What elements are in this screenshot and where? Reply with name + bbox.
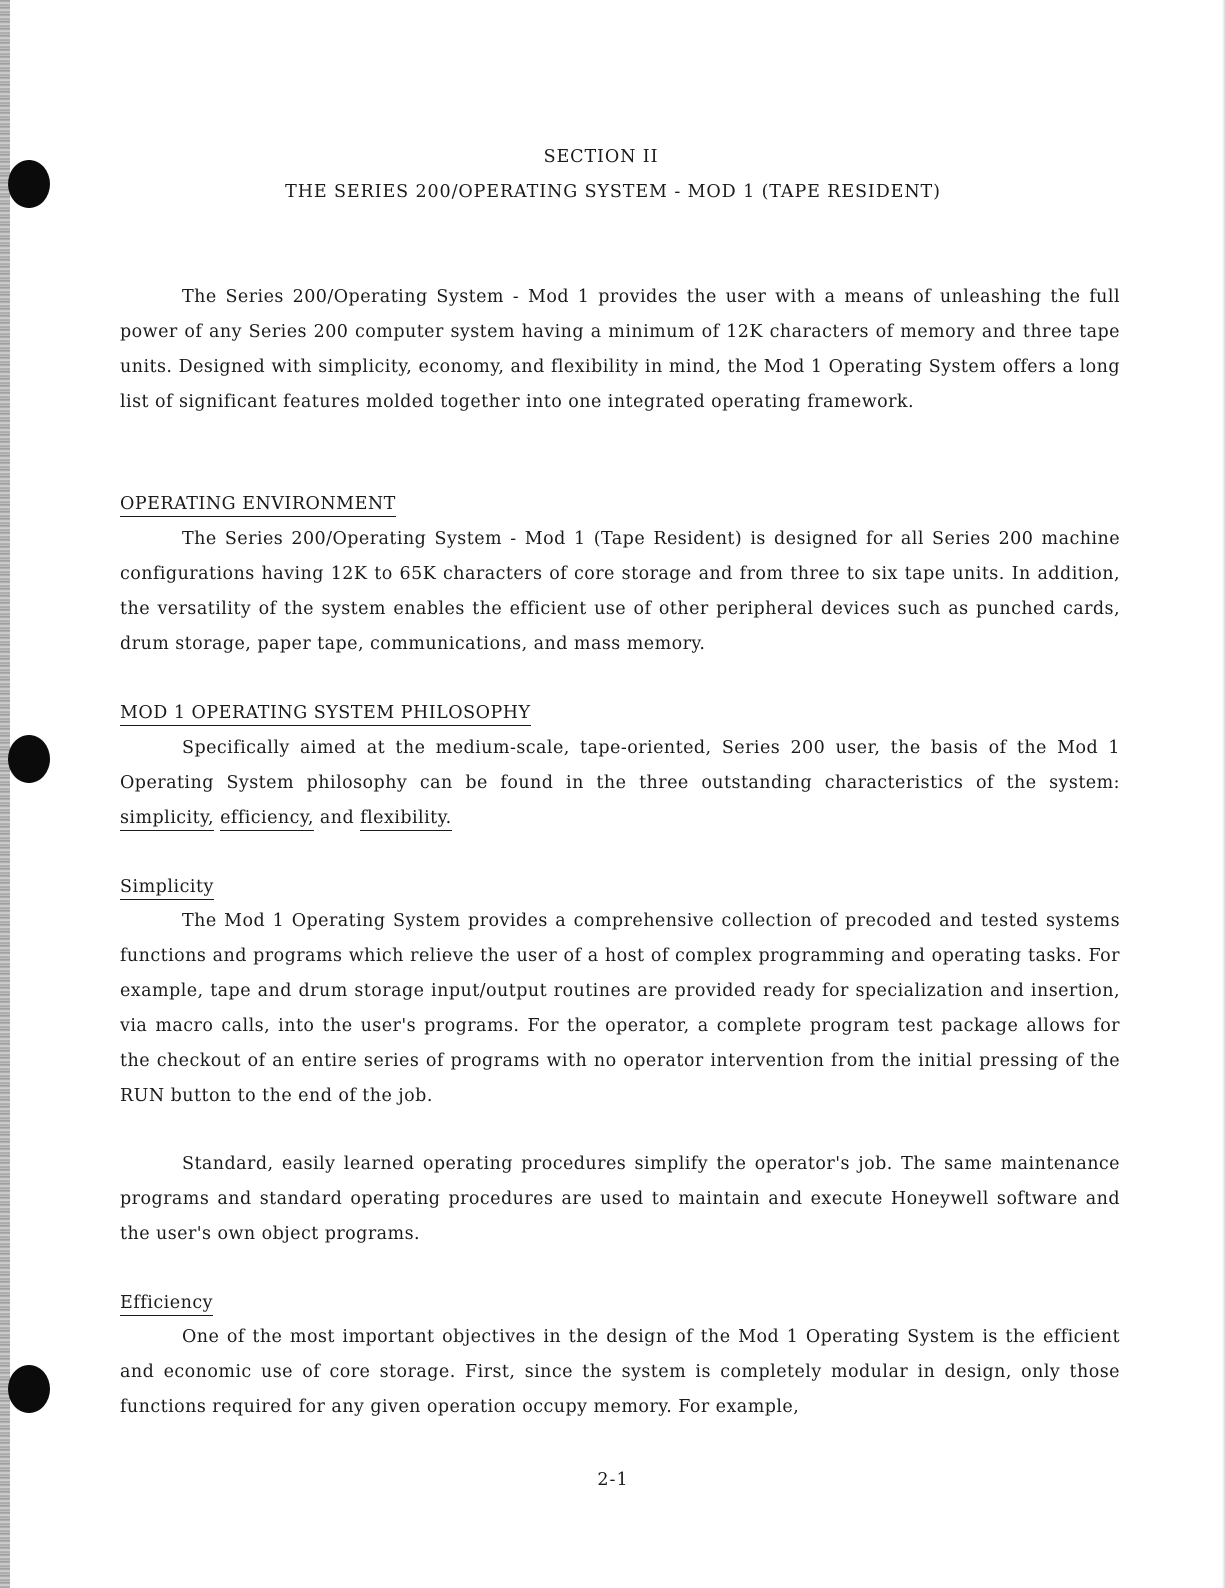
- punch-hole-middle: [8, 735, 50, 783]
- term-simplicity: simplicity,: [120, 808, 214, 831]
- page-number: 2-1: [597, 1470, 629, 1490]
- term-efficiency: efficiency,: [220, 808, 314, 831]
- scan-edge-right: [1222, 0, 1226, 1588]
- simplicity-paragraph-2: Standard, easily learned operating procedures simplify the operator's job. The same maintenance programs and standard operating procedures are used to maintain and execute Honeywell software and the user's own object programs.: [120, 1154, 1120, 1244]
- environment-heading: OPERATING ENVIRONMENT: [120, 494, 396, 517]
- scan-edge: [0, 0, 10, 1588]
- punch-hole-bottom: [8, 1365, 50, 1413]
- section-number: SECTION II: [543, 147, 659, 167]
- environment-paragraph: The Series 200/Operating System - Mod 1 (Tape Resident) is designed for all Series 200 machine configurations having 12K to 65K characters of core storage and from three to six tape units. In addition, the versatility of the system enables the efficient use of other peripheral devices such as punched cards, drum storage, paper tape, communications, and mass memory.: [120, 529, 1120, 654]
- section-title: THE SERIES 200/OPERATING SYSTEM - MOD 1 (TAPE RESIDENT): [285, 182, 941, 202]
- simplicity-heading: Simplicity: [120, 877, 214, 900]
- intro-paragraph: The Series 200/Operating System - Mod 1 provides the user with a means of unleashing the full power of any Series 200 computer system having a minimum of 12K characters of memory and three tape units. Designed with simplicity, economy, and flexibility in mind, the Mod 1 Operating System offers a long list of significant features molded together into one integrated operating framework.: [120, 287, 1120, 412]
- philosophy-heading: MOD 1 OPERATING SYSTEM PHILOSOPHY: [120, 703, 531, 726]
- philosophy-paragraph: [120, 731, 1120, 836]
- term-flexibility: flexibility.: [360, 808, 451, 831]
- simplicity-paragraph-1: The Mod 1 Operating System provides a comprehensive collection of precoded and tested systems functions and programs which relieve the user of a host of complex programming and operating tasks. For example, tape and drum storage input/output routines are provided ready for specialization and insertion, via macro calls, into the user's programs. For the operator, a complete program test package allows for the checkout of an entire series of programs with no operator intervention from the initial pressing of the RUN button to the end of the job.: [120, 911, 1120, 1106]
- efficiency-paragraph: One of the most important objectives in the design of the Mod 1 Operating System is the efficient and economic use of core storage. First, since the system is completely modular in design, only those functions required for any given operation occupy memory. For example,: [120, 1327, 1120, 1417]
- and-word: and: [313, 808, 361, 828]
- philosophy-text: Specifically aimed at the medium-scale, tape-oriented, Series 200 user, the basis of the Mod 1 Operating System philosophy can be found in the three outstanding characteristics of the system:: [120, 738, 1120, 793]
- efficiency-heading: Efficiency: [120, 1293, 213, 1316]
